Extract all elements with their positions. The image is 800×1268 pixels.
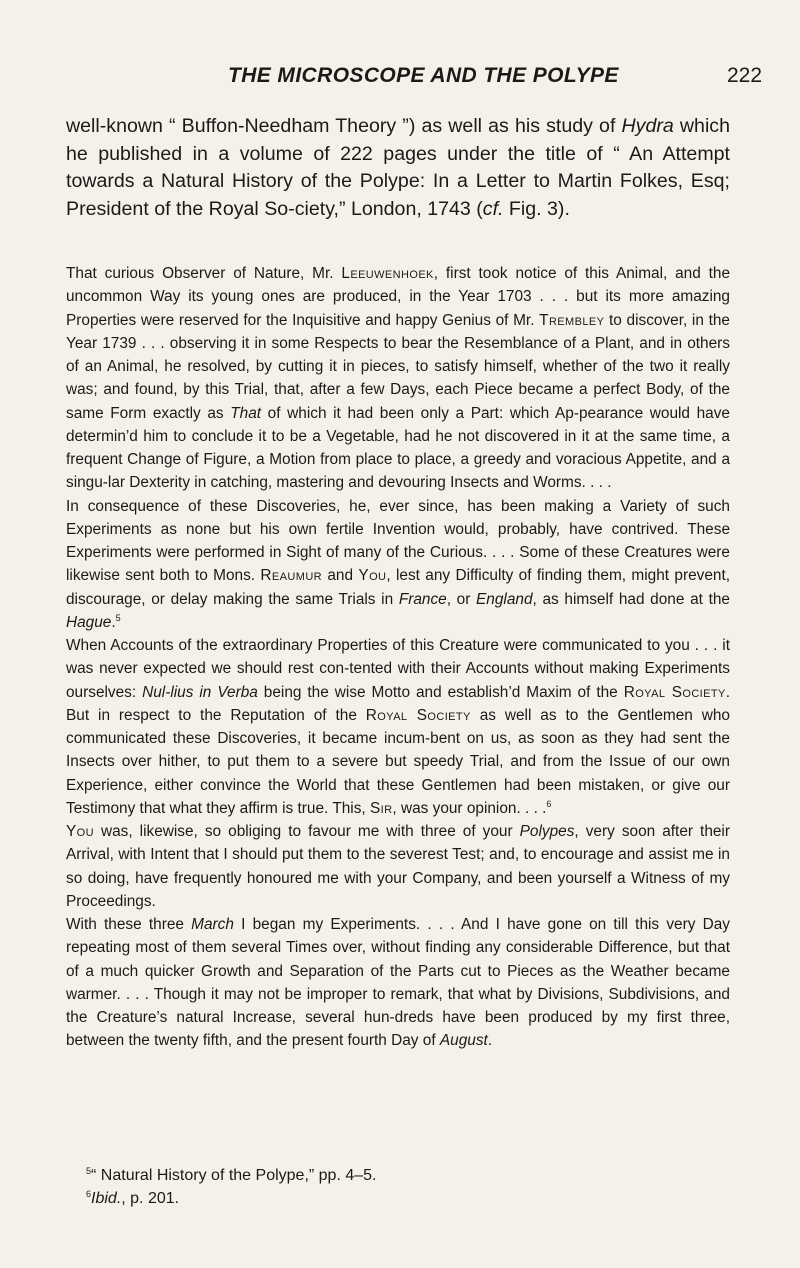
quote-paragraph-1: That curious Observer of Nature, Mr. Leeuwenhoek, first took notice of this Animal, and the uncommon Way its young ones are produced, in the Year 1703 . . . but its more amazing Properties were reserved for the Inquisitive and happy Genius of Mr. Trembley to discover, in the Year 1739 . . . observing it in some Respects to bear the Resemblance of a Plant, and in others of an Animal, he resolved, by cutting it in pieces, to satisfy himself, whether of the two it really was; and found, by this Trial, that, after a few Days, each Piece became a perfect Body, of the same Form exactly as That of which it had been only a Part: which Ap-pearance would have determin’d him to conclude it to be a Vegetable, had he not discovered in it at the same time, a frequent Change of Figure, a Motion from place to place, a greedy and voracious Appetite, and a singu-lar Dexterity in catching, mastering and devouring Insects and Worms. . . . (66, 265, 730, 492)
footnote-ref-5: 5 (115, 612, 121, 623)
page-number: 222 (727, 64, 763, 87)
footnotes (86, 1164, 726, 1210)
quote-paragraph-2: In consequence of these Discoveries, he, ever since, has been making a Variety of such Experiments as none but his own fertile Invention would, probably, have contrived. These Experiments were performed in Sight of many of the Curious. . . . Some of these Creatures were likewise sent both to Mons. Reaumur and You, lest any Difficulty of finding them, might prevent, discourage, or delay making the same Trials in France, or England, as himself had done at the Hague.$^5$ (66, 497, 731, 631)
footnote-ref-6: 6 (546, 798, 552, 809)
quote-paragraph-4: You was, likewise, so obliging to favour me with three of your Polypes, very soon after their Arrival, with Intent that I should put them to the severest Test; and, to encourage and assist me in so doing, have frequently honoured me with your Company, and been yourself a Witness of my Proceedings. (66, 823, 730, 910)
lead-paragraph: well-known “ Buffon-Needham Theory ”) as well as his study of Hydra which he published in a volume of 222 pages under the title of “ An Attempt towards a Natural History of the Polype: In a Letter to Martin Folkes, Esq; President of the Royal So-ciety,” London, 1743 (cf. Fig. 3). (66, 115, 730, 220)
page-header (0, 64, 800, 94)
footnote-6: $^6$Ibid., p. 201. (86, 1189, 180, 1207)
block-quote (66, 262, 730, 1053)
footnote-5: $^5$“ Natural History of the Polype,” pp. 4–5. (86, 1166, 377, 1184)
running-title: THE MICROSCOPE AND THE POLYPE (228, 64, 619, 87)
quote-paragraph-5: With these three March I began my Experiments. . . . And I have gone on till this very Day repeating most of them several Times over, without finding any considerable Difference, but that of a much quicker Growth and Separation of the Parts cut to Pieces as the Weather became warmer. . . . Though it may not be improper to remark, that what by Divisions, Subdivisions, and the Creature’s natural Increase, several hun-dreds have been produced by my first three, between the twenty fifth, and the present fourth Day of August. (66, 916, 730, 1050)
quote-paragraph-3: When Accounts of the extraordinary Properties of this Creature were communicated to you . . . it was never expected we should rest con-tented with their Accounts without making Experiments ourselves: Nul-lius in Verba being the wise Motto and establish’d Maxim of the Royal Society. But in respect to the Reputation of the Royal Society as well as to the Gentlemen who communicated these Discoveries, it became incum-bent on us, as soon as they had sent the Insects over hither, to put them to a severe but speedy Trial, and from the Issue of our own Experience, either convince the World that these Gentlemen had been mistaken, or give our Testimony that what they affirm is true. This, Sir, was your opinion. . . .$^6$ (66, 637, 731, 817)
